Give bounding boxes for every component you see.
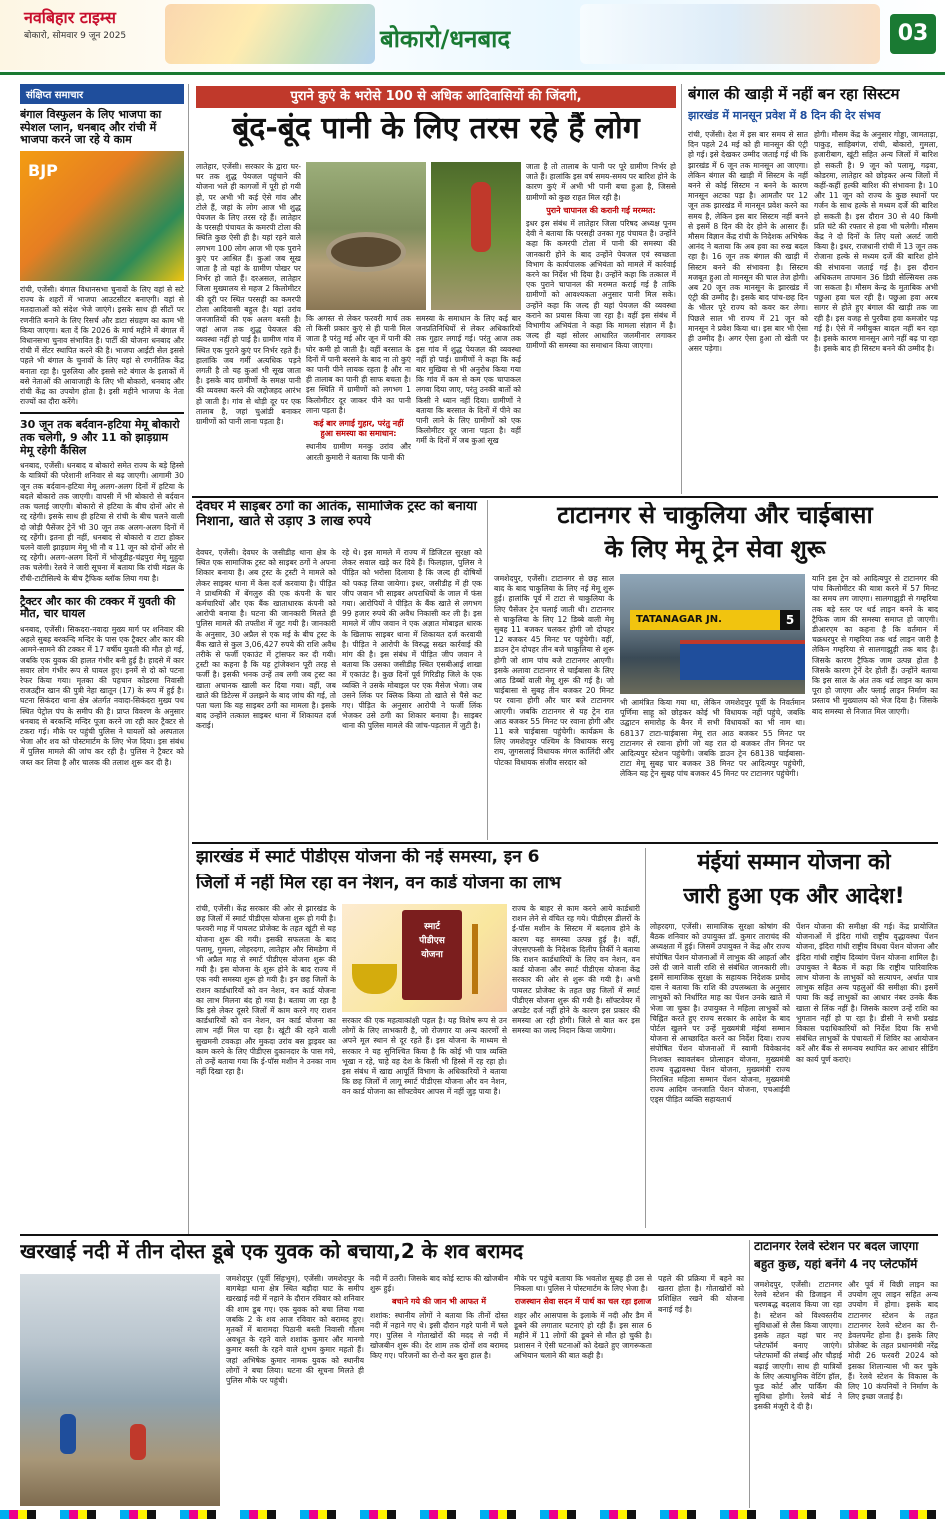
grain-bowl-icon: [352, 964, 397, 994]
masthead-rule: [0, 72, 945, 75]
lead-col-4-text: जाता है तो तालाब के पानी पर पूरे ग्रामीण निर्भर हो जाते हैं। हालांकि इस वर्ष समय-समय पर बारिश होने के कारण कुएं में अभी भी पानी बचा हुआ है, जिससे ग्रामीणों को कुछ राहत मिल रही है।: [526, 162, 676, 202]
cyber-headline: देवघर में साइबर ठगों का आतंक, सामाजिक ट्रस्ट को बनाया निशाना, खाते से उड़ाए 3 लाख रुपये: [196, 500, 477, 529]
memu-col-1-text: जमशेदपुर, एजेंसी। टाटानगर से छह साल बाद के बाद चाकुलिया के लिए नई मेमू शुरू हुई। हालांकि पूर्व में टाटा से चाकुलिया के लिए पैसेंजर ट्रेन चलाई जाती थी। टाटानगर से चाकुलिया के लिए 12 डिब्बे वाली मेमू सुबह 11 बजकर चलकर होगी जो दोपहर 12 बजकर 45 मिनट पर पहुंचेगी। वहीं, डाउन ट्रेन दोपहर तीन बजे चाकुलिया से शुरू होगी जो शाम पांच बजे टाटानगर आएगी।: [494, 574, 614, 665]
bjp-photo: [20, 151, 184, 281]
pds-col-2: सरकार की एक महत्वाकांक्षी पहल है। यह विशेष रूप से उन लोगों के लिए लाभकारी है, जो रोजगार या अन्य कारणों से अपने मूल स्थान से दूर रहते हैं। इस योजना के माध्यम से सरकार ने यह सुनिश्चित किया है कि कोई भी पात्र व्यक्ति भूखा न रहे, चाहे वह देश के किसी भी हिस्से में रह रहा हो। इस संबंध में खाद्य आपूर्ति विभाग के अधिकारियों ने बताया कि छह जिलों में लागू स्मार्ट पीडीएस योजना और वन नेशन, वन कार्ड योजना का सॉफ्टवेयर आपस में नहीं जुड़ पाया है।: [342, 1016, 507, 1097]
lead-subhead-2: पुराने चापानल की करानी गई मरम्मत:: [546, 205, 656, 215]
maiyan-col-1: लोहरदगा, एजेंसी। सामाजिक सुरक्षा कोषांग की बैठक शनिवार को उपायुक्त डॉ. कुमार ताराचंद की अध्यक्षता में हुई। जिसमें उपायुक्त ने केंद्र और राज्य संपोषित पेंशन योजनाओं में लाभुक की आहर्ता और उसे दी जाने वाली राशि से संबंधित जानकारी ली। इसमें सामाजिक सुरक्षा के सहायक निदेशक प्रमोद दास ने बताया कि राशि की उपलब्धता के अनुसार लाभुकों को निर्धारित माह का पेंशन उनके खाते में भेजा जा चुका है। उपायुक्त ने महिला लाभुकों को चिह्नित करते हुए राज्य सरकार के आदेश के बाद पोर्टल खुलने पर उन्हें मुख्यमंत्री मंईयां सम्मान योजना से आच्छादित करने का निर्देश दिया। राज्य संपोषित पेंशन योजनाओं में स्वामी विवेकानंद निःशक्त स्वावलंबन प्रोत्साहन योजना, मुख्यमंत्री राज्य वृद्धावस्था पेंशन योजना, मुख्यमंत्री राज्य निराश्रित महिला सम्मान पेंशन योजना, मुख्यमंत्री राज्य आदिम जनजाति पेंशन योजना, एचआईवी एड्स पीड़ित व्यक्ति सहायतार्थ: [650, 922, 790, 1105]
maiyan-headline-1: मंईयां सम्मान योजना को: [697, 850, 891, 875]
maiyan-headline-2: जारी हुआ एक और आदेश!: [683, 884, 905, 909]
river-col-3b-text: शहर और आसपास के इलाके में नदी और डैम में डूबने की लगातार घटनाएं हो रही हैं। इस साल 6 महीने में 11 लोगों की डूबने से मौत हो चुकी है। प्रशासन ने ऐसी घटनाओं को देखते हुए जागरूकता अभियान चलाने की बात कही है।: [514, 1310, 652, 1361]
dateline: बोकारो, सोमवार 9 जून 2025: [24, 31, 127, 41]
platform-sign: 5: [780, 610, 800, 630]
pds-card-line-2: पीडीएस: [419, 936, 445, 946]
page-number: 03: [890, 14, 936, 54]
brief-column: [20, 84, 184, 1234]
river-headline: खरखाई नदी में तीन दोस्त डूबे एक युवक को बचाया,2 के शव बरामद: [20, 1240, 524, 1263]
brief-body-3: धनबाद, एजेंसी। सिकदरा-नवादा मुख्य मार्ग पर शनिवार की अहले सुबह बरकन्दि मन्दिर के पास एक ट्रैक्टर और कार की आमने-सामने की टक्कर में 17 वर्षीय युवती की मौत हो गई, जबकि एक युवक की हालत गंभीर बनी हुई है। हादसे में कार सवार लोग गंभीर रूप से घायल हुए। इनमें से दो को पटना रेफर किया गया। मृतका की पहचान कोडरमा निवासी राजउद्दीन खान की पुत्री नेहा खातून (17) के रूप में हुई है। घटना सिकंदरा थाना क्षेत्र अंतर्गत नवादा-सिकंदरा मुख्य पथ स्थित पेट्रोल पंप के समीप की है। प्राप्त विवरण के अनुसार धनबाद से बरकन्दि मन्दिर पूजा करने जा रही कार ट्रैक्टर से टकरा गई। मौके पर पहुंची पुलिस ने घायलों को अस्पताल भेजा और शव को पोस्टमार्टम के लिए भेज दिया। इस संबंध में पुलिस मामले की जांच कर रही है। पुलिस ने ट्रैक्टर को जब्त कर लिया है और चालक की तलाश शुरू कर दी है।: [20, 625, 184, 767]
lead-col-1: लातेहार, एजेंसी। सरकार के द्वारा घर-घर तक शुद्ध पेयजल पहुंचाने की योजना भले ही कागजों में पूरी हो गयी हो, पर अभी भी कई ऐसे गांव और टोले हैं, जहां के लोग आज भी शुद्ध पेयजल के लिए तरस रहे हैं। लातेहार के परसही पंचायत के कमरपी टोला की स्थिति कुछ ऐसी ही है। यहां रहने वाले लगभग 100 लोग आज भी एक पुराने कुएं पर आश्रित हैं। कुआं जब सूख जाता है तो यहां के ग्रामीण पोखर पर निर्भर हो जाते हैं। दरअसल, लातेहार जिला मुख्यालय से महज 2 किलोमीटर की दूरी पर स्थित परसही का कमरपी टोला आदिवासी बहुल है। यहां उरांव जनजातियों की एक अलग बस्ती है। जहां आज तक शुद्ध पेयजल की व्यवस्था नहीं हो पाई है। ग्रामीण गांव में स्थित एक पुराने कुएं पर निर्भर रहते हैं। हालांकि जब गर्मी अत्यधिक पड़ने लगती है तो यह कुआं भी सूख जाता है। इसके बाद ग्रामीणों के समक्ष पानी की व्यवस्था करने की जद्दोजहद आरंभ हो जाती है। गांव से थोड़ी दूर पर एक तालाब है, जहां चुआंडी बनाकर ग्रामीणों को पानी लाना पड़ता है।: [196, 162, 301, 427]
bjp-flag-text: BJP: [28, 160, 58, 180]
masthead: [0, 0, 945, 70]
woman-well-photo: [431, 162, 521, 310]
river-col-4: पहले की प्रक्रिया में बहने का खतरा होता है। गोताखोरों को प्रशिक्षित रखने की योजना बनाई गई है।: [658, 1274, 744, 1314]
monsoon-col-2: होगी। मौसम केंद्र के अनुसार गोड्डा, जामताड़ा, पाकुड़, साहिबगंज, रांची, बोकारो, गुमला, हजारीबाग, खूंटी सहित अन्य जिलों में बारिश हो सकती है। 9 जून को पलामू, गढ़वा, कोडरमा, लातेहार को छोड़कर अन्य जिलों में कहीं-कहीं हल्की बारिश की संभावना है। 10 और 11 जून को राज्य के कुछ स्थानों पर गर्जन के साथ हल्के से मध्यम दर्जे की बारिश हो सकती है। इस दौरान 30 से 40 किमी प्रति घंटे की रफ्तार से हवा भी चलेगी। मौसम केंद्र ने दो दिनों के लिए यलो अलर्ट जारी किया है। इधर, राजधानी रांची में 13 जून तक रोजाना हल्के से मध्यम दर्जे की बारिश होने की संभावना जताई गई है। इस दौरान अधिकतम तापमान 36 डिग्री सेल्सियस तक जा सकता है। मौसम केन्द्र के मुताबिक अभी पछुआ हवा चल रही है। पछुआ हवा अरब सागर से होते हुए बंगाल की खाड़ी तक जा रही है। इस वजह से पुरवैया हवा कमजोर पड़ गई है। ऐसे में नमीयुक्त बादल नहीं बन रहा है। इसके कारण मानसून आगे नहीं बढ़ पा रहा है। इसके बाद ही सिस्टम बनने की उम्मीद है।: [814, 130, 938, 354]
wheat-icon: [472, 924, 478, 994]
station-photo: [620, 574, 805, 694]
river-col-2-text: नदी में उतरी। जिसके बाद कोई स्टाफ की खोजबीन शुरू हुई।: [370, 1274, 508, 1294]
lead-headline: बूंद-बूंद पानी के लिए तरस रहे हैं लोग: [232, 112, 640, 146]
brief-headline-1: बंगाल विस्फुलन के लिए भाजपा का स्पेशल प्लान, धनबाद और रांची में भाजपा करने जा रहे ये काम: [20, 108, 162, 147]
river-col-2: [370, 1274, 508, 1506]
section-rule-1: [192, 496, 938, 498]
river-col-3: [514, 1274, 652, 1506]
brief-divider: [188, 84, 189, 1234]
pds-card: [402, 910, 462, 1000]
pds-divider: [645, 848, 646, 1228]
section-rule-2: [192, 842, 938, 844]
pds-card-line-3: योजना: [421, 950, 443, 960]
brief-headline-3: ट्रैक्टर और कार की टक्कर में युवती की मौत, चार घायल: [20, 594, 176, 621]
brand-logo: नवबिहार टाइम्स: [24, 8, 116, 27]
brief-label: संक्षिप्त समाचार: [20, 84, 184, 104]
brief-headline-2: 30 जून तक बर्दवान-हटिया मेमू बोकारो तक चलेगी, 9 और 11 को झाड़ग्राम मेमू रहेगी कैंसिल: [20, 418, 180, 457]
lead-col-2: [306, 314, 411, 484]
monsoon-col-1: रांची, एजेंसी। देश में इस बार समय से सात दिन पहले 24 मई को ही मानसून की एंट्री हो गई। इसे देखकर उम्मीद जताई गई थी कि झारखंड में 6 जून तक मानसून आ जाएगा। लेकिन बंगाल की खाड़ी में सिस्टम के नहीं बनने से कोई सिस्टम न बनने के कारण मानसून अटका पड़ा है। आमतौर पर 12 जून तक झारखंड में मानसून प्रवेश करने का समय है, लेकिन इस बार सिस्टम नहीं बनने से इसमें 8 दिन की देर होने के आसार हैं। मौसम विज्ञान केंद्र रांची के निदेशक अभिषेक आनंद ने बताया कि अब हवा का रुख बदल रहा है। 16 जून तक बंगाल की खाड़ी में सिस्टम बनने की संभावना है। सिस्टम मजबूत हुआ तो मानसून की चाल तेज होगी। अब 20 जून तक मानसून के झारखंड में एंट्री की उम्मीद है। इसके बाद पांच-छह दिन के भीतर पूरे राज्य को कवर कर लेगा। पिछले साल भी राज्य में 21 जून को मानसून ने प्रवेश किया था। इस बार भी ऐसा ही उम्मीद है। अगर ऐसा हुआ तो खेती पर असर पड़ेगा।: [688, 130, 808, 354]
maiyan-col-2: पेंशन योजना की समीक्षा की गई। केंद्र प्रायोजित योजनाओं में इंदिरा गांधी राष्ट्रीय वृद्धावस्था पेंशन योजना, इंदिरा गांधी राष्ट्रीय विधवा पेंशन योजना और इंदिरा गांधी राष्ट्रीय दिव्यांग पेंशन योजना शामिल है। उपायुक्त ने बैठक में कहा कि राष्ट्रीय पारिवारिक लाभ योजना के लाभुकों को सत्यापन, अर्थात पात्र लाभुक सहित अन्य पहलुओं की समीक्षा की। इसमें पाया कि कई लाभुकों का आधार नंबर उनके बैंक खाता से लिंक नहीं है। जिसके कारण उन्हें राशि का भुगतान नहीं हो पा रहा है। डीसी ने सभी प्रखंड विकास पदाधिकारियों को निर्देश दिया कि सभी संबंधित लाभुकों के पंचायतों में शिविर का आयोजन करें और बैंक से समन्वय स्थापित कर आधार सीडिंग का कार्य पूर्ण कराएं।: [796, 922, 938, 1064]
lead-col-4: [526, 162, 676, 484]
pds-card-image: [342, 904, 507, 1012]
cyber-col-2: रहे थे। इस मामले में राज्य में डिजिटल सुरक्षा को लेकर सवाल खड़े कर दिये हैं। फिलहाल, पुलिस ने पीड़ित को भरोसा दिलाया है कि जल्द ही दोषियों को पकड़ लिया जायेगा। इधर, जसीडीह में ही एक जीप जवान भी साइबर अपराधियों के जाल में फंस गया। आरोपियों ने पीड़ित के बैंक खाते से लगभग 99 हजार रुपये की अवैध निकासी कर ली है। इस मामले में जीप जवान ने एक अज्ञात मोबाइल धारक के खिलाफ साइबर थाना में शिकायत दर्ज करवायी है। पीड़ित ने आरोपी के विरुद्ध सख्त कार्रवाई की मांग की है। इस संबंध में पीड़ित जीप जवान ने बताया कि उसका जसीडीह स्थित एसबीआई शाखा में एकाउंट है। कुछ दिनों पूर्व गिरिडीह जिले के एक व्यक्ति ने उसके मोबाइल पर एक मैसेज भेजा। जब उसने लिंक पर क्लिक किया तो खाते से पैसे कट गए। पीड़ित के अनुसार आरोपी ने फर्जी लिंक भेजकर उसे ठगी का शिकार बनाया है। साइबर थाना की पुलिस मामले की जांच-पड़ताल में जुटी है।: [342, 548, 482, 731]
river-photo: [20, 1274, 220, 1506]
well-photo: [306, 162, 426, 310]
rail-headline-2: बहुत कुछ, यहां बनेंगे 4 नए प्लेटफॉर्म: [754, 1258, 918, 1271]
river-col-3-text: मौके पर पहुंचे बताया कि भवतोश सुबह ही उस से निकला था। पुलिस ने पोस्टमार्टम के लिए भेजा है।: [514, 1274, 652, 1294]
pds-headline-1: झारखंड में स्मार्ट पीडीएस योजना की नई समस्या, इन 6: [196, 848, 540, 867]
section-title: बोकारो/धनबाद: [380, 25, 511, 53]
river-col-2b-text: शशांक: स्थानीय लोगों ने बताया कि तीनों दोस्त नदी में नहाने गए थे। इसी दौरान गहरे पानी में चले गए। पुलिस ने गोताखोरों की मदद से नदी में खोजबीन शुरू की। देर शाम तक दोनों शव बरामद किए गए। परिजनों का रो-रो कर बुरा हाल है।: [370, 1310, 508, 1361]
lead-col-3: समस्या के समाधान के लिए कई बार जनप्रतिनिधियों से लेकर अधिकारियों तक गुहार लगाई गई। परंतु आज तक इस गांव में शुद्ध पेयजल की व्यवस्था नहीं हो पाई। ग्रामीणों ने कहा कि कई बार मुखिया से भी अनुरोध किया गया कि गांव में कम से कम एक चापाकल लगवा दिया जाए, परंतु उनकी बातों को किसी ने ध्यान नहीं दिया। ग्रामीणों ने बताया कि बरसात के दिनों में पीने का पानी लाने के लिए ग्रामीणों को एक किलोमीटर दूर जाना पड़ता है। वहीं गर्मी के दिनों में जब कुआं सूख: [416, 314, 521, 446]
memu-headline-2: के लिए मेमू ट्रेन सेवा शुरू: [604, 536, 826, 563]
lead-divider: [681, 84, 682, 494]
lead-subhead-1: कई बार लगाई गुहार, परंतु नहीं हुआ समस्या का समाधान:: [313, 419, 404, 439]
station-sign: TATANAGAR JN.: [630, 610, 780, 630]
monsoon-headline: बंगाल की खाड़ी में नहीं बन रहा सिस्टम: [688, 86, 900, 103]
lead-col-4b-text: इधर इस संबंध में लातेहार जिला परिषद अध्यक्ष पूनम देवी ने बताया कि परसही उनका गृह पंचायत है। उन्होंने कहा कि कमरपी टोला में पानी की समस्या की जानकारी होने के बाद उन्होंने पेयजल एवं स्वच्छता विभाग के कार्यपालक अभियंता को मामले में कार्रवाई करने का निर्देश भी दिया है। उन्होंने कहा कि तत्काल में एक पुराने चापानल की मरम्मत कराई गई है ताकि ग्रामीणों को आवश्यकता अनुसार पानी मिल सके। उन्होंने कहा कि जल्द ही यहां पेयजल की व्यवस्था कराने का प्रयास किया जा रहा है। वहीं इस संबंध में विभागीय अभियंता ने कहा कि मामला संज्ञान में है। जल्द ही यहां सोलर आधारित जलमीनार लगाकर ग्रामीणों की समस्या का समाधान किया जाएगा।: [526, 219, 676, 351]
river-divider: [749, 1240, 750, 1508]
lead-kicker: पुराने कुएं के भरोसे 100 से अधिक आदिवासियों की जिंदगी,: [196, 86, 676, 108]
pds-card-line-1: स्मार्ट: [424, 922, 440, 932]
pds-col-1: रांची, एजेंसी। केंद्र सरकार की ओर से झारखंड के छह जिलों में स्मार्ट पीडीएस योजना शुरू हो गयी है। फरवरी माह में पायलट प्रोजेक्ट के तहत खूंटी से यह योजना शुरू की गयी। इसकी सफलता के बाद पलामू, गुमला, लोहरदगा, लातेहार और सिमडेगा में भी अप्रैल माह से स्मार्ट पीडीएस योजना शुरू की गयी है। इस योजना के शुरू होने के बाद राज्य में एक नयी समस्या शुरू हो गयी है। इन छह जिलों के राशन कार्डधारियों को वन नेशन, वन कार्ड योजना का लाभ मिलना बंद हो गया है। बताया जा रहा है कि इसे लेकर दूसरे जिलों में काम करने गए राशन कार्डधारियों को वन नेशन, वन कार्ड योजना का लाभ नहीं मिल पा रहा है। खूंटी की रहने वाली सुखमनी टवकड़ा और मुकदा उरांव बस ड्राइवर का काम करने के लिए पीडीएस दुकानदार के पास गये, तो उन्हें बताया गया कि ई-पॉस मशीन ने उनका नाम नहीं दिखा रहा है।: [196, 904, 336, 1077]
pds-col-3: राज्य के बाहर से काम करने आये कार्डधारी राशन लेने से वंचित रह गये। पीडीएस डीलरों के ई-पॉस मशीन के सिस्टम में बदलाव होने के कारण यह समस्या उत्पन्न हुई है। वहीं, जेएसएफसी के निदेशक दिलीप तिर्की ने बताया कि राशन कार्डधारियों के लिए वन नेशन, वन कार्ड योजना और स्मार्ट पीडीएस योजना केंद्र सरकार की ओर से शुरू की गयी है। अभी पायलट प्रोजेक्ट के तहत छह जिलों में स्मार्ट पीडीएस योजना शुरू की गयी है। सॉफ्टवेयर में अपडेट दर्ज नहीं होने के कारण इस प्रकार की समस्या आ रही होगी। जिले से बात कर इस समस्या का जल्द निदान किया जायेगा।: [512, 904, 640, 1036]
brief-body-1: रांची, एजेंसी। बंगाल विधानसभा चुनावों के लिए वहां से सटे राज्य के शहरों में भाजपा आउटसीटर बनाएगी। वहां से मतदाताओं को संदेश भेजे जाएंगे। इसके साथ ही सीटों पर रणनीति बनाने के लिए रिसर्च और डाटा संग्रहण का काम भी किया जाएगा। बता दें कि 2026 के मार्च महीने में बंगाल में विधानसभा चुनाव संभावित है। पार्टी की योजना धनबाद और रांची में सेंटर स्थापित करने की है। भाजपा आईटी सेल इससे पहले भी बंगाल के चुनावों के लिए यहां से रणनीतिक केंद्र बनाता रहा है। पुरुलिया और इससे सटे बंगाल के इलाकों में बसे नेताओं की आवाजाही के लिए भी बोकारो, धनबाद और रांची केंद्र का उपयोग होता है। इसी महीने भाजपा के नेता राज्यों का दौरा करेंगे।: [20, 284, 184, 407]
memu-col-3: यानि इस ट्रेन को आदित्यपुर से टाटानगर की पांच किलोमीटर की यात्रा करने में 57 मिनट का समय लग जाएगा। सालगाझुड़ी से गम्हरिया तक बड़े स्तर पर थर्ड लाइन बनने के बाद ट्रैफिक जाम की समस्या समाप्त हो जाएगी। डीआरएम का कहना है कि वर्तमान में चक्रधरपुर से गम्हरिया तक थर्ड लाइन जारी है लेकिन गम्हरिया से सालगाझुड़ी तक बाद है। जिसके कारण ट्रैफिक जाम उत्पन्न होता है जिसके कारण ट्रेनें देर होती हैं। उन्होंने बताया कि इस साल के अंत तक थर्ड लाइन का काम पूरा हो जाएगा और फ्लाई लाइन निर्माण का प्रस्ताव भी मुख्यालय को भेज दिया है। जिसके बाद समस्या से निजात मिल जाएगी।: [812, 574, 938, 716]
section-rule-3: [20, 1234, 938, 1236]
memu-headline-1: टाटानगर से चाकुलिया और चाईबासा: [557, 502, 873, 529]
rail-col-1: जमशेदपुर, एजेंसी। टाटानगर रेलवे स्टेशन की डिजाइन में चरणबद्ध बदलाव किया जा रहा है। स्टेशन को विश्वस्तरीय सुविधाओं से लैस किया जाएगा। इसके तहत यहां चार नए प्लेटफॉर्म बनाए जाएंगे। प्लेटफार्मों की लंबाई और चौड़ाई बढ़ाई जाएगी। साथ ही यात्रियों के लिए अत्याधुनिक वेटिंग हॉल, फूड कोर्ट और पार्किंग की सुविधा होगी। रेलवे बोर्ड ने इसकी मंजूरी दे दी है।: [754, 1280, 842, 1412]
rail-headline-1: टाटानगर रेलवे स्टेशन पर बदल जाएगा: [754, 1240, 919, 1253]
memu-col-1b-text: इसके अलावा टाटानगर से चाईबासा के लिए आठ डिब्बों वाली मेमू शुरू की गई है। जो चाईबासा से सुबह तीन बजकर 20 मिनट पर रवाना होगी और चार बजे टाटानगर आएगी। जबकि टाटानगर से यह ट्रेन रात आठ बजकर 55 मिनट पर रवाना होगी और 11 बजे चाईबासा पहुंचेगी। कार्यक्रम के लिए जमशेदपुर पश्चिम के विधायक सरयू राय, जुगसलाई विधायक मंगल कालिंदी और पोटका विधायक संजीव सरदार को: [494, 665, 614, 767]
color-registration-strip: [0, 1510, 945, 1519]
lead-col-2b-text: स्थानीय ग्रामीण मनकु उरांव और आरती कुमारी ने बताया कि पानी की: [306, 442, 411, 462]
memu-col-1: [494, 574, 614, 836]
cyber-divider: [487, 500, 488, 840]
masthead-art: [165, 4, 375, 64]
monsoon-subhead: झारखंड में मानसून प्रवेश में 8 दिन की देर संभव: [688, 109, 881, 122]
river-subhead-1: बचाने गये की जान भी आफत में: [391, 1297, 487, 1307]
masthead-art-right: [580, 4, 880, 64]
river-subhead-2: राजस्थान सेवा सदन में पार्थ का चल रहा इलाज: [514, 1297, 652, 1307]
river-col-1: जमशेदपुर (पूर्वी सिंहभूम), एजेंसी। जमशेदपुर के बागबेड़ा थाना क्षेत्र स्थित बड़ौदा घाट के समीप खरखाई नदी में नहाने के दौरान रविवार को शनिवार की शाम डूब गए। एक युवक को बचा लिया गया जबकि 2 के शव आज रविवार को बरामद हुए। मृतकों में बारामदा पिठानी बस्ती निवासी गौतम अवधूत के रहने वाले शशांक कुमार और मानगो कुमार बस्ती के रहने वाले शुभम कुमार महतो हैं। जहां अभिषेक कुमार नामक युवक को स्थानीय लोगों ने बचा लिया। घटना की सूचना मिलते ही पुलिस मौके पर पहुंची।: [226, 1274, 364, 1386]
brief-body-2: धनबाद, एजेंसी। धनबाद व बोकारो समेत राज्य के बड़े हिस्से के यात्रियों की परेशानी शनिवार से बढ़ जाएगी। आगामी 30 जून तक बर्दवान-हटिया मेमू अलग-अलग दिनों में हटिया के बदले बोकारो तक जाएगी। वापसी में भी बोकारो से बर्दवान तक चलाई जाएगी। बोकारो से हटिया के बीच दोनों ओर से रद्द रहेगी। इसके साथ ही हटिया से रांची के बीच चलने वाली दो जोड़ी पैसेंजर ट्रेनें भी 30 जून तक अलग-अलग दिनों में रद्द रहेंगी। इतना ही नहीं, धनबाद से बोकारो व टाटा होकर चलने वाली झाड़ग्राम मेमू भी नौ व 11 जून को दोनों ओर से रद्द रहेगी। अलग-अलग दिनों में भोजूडीह-चंद्रपुरा मेमू मुहुदा तक चलेगी। रेलवे ने जारी सूचना में बताया कि रांची मंडल के राँची-टाटीसिल्वे के बीच ट्रैफिक ब्लॉक लिया गया है।: [20, 461, 184, 583]
cyber-col-1: देवघर, एजेंसी। देवघर के जसीडीह थाना क्षेत्र के स्थित एक सामाजिक ट्रस्ट को साइबर ठगों ने अपना शिकार बनाया है। अब ट्रस्ट के ट्रस्टी ने मामले को लेकर साइबर थाना में केस दर्ज करवाया है। पीड़ित ने प्राथमिकी में बेंगलुरु की एक कंपनी के चार कर्मचारियों और एक बैंक खाताधारक कंपनी को आरोपी बनाया है। घटना की जानकारी मिलते ही पुलिस मामले की तफ्तीश में जुट गयी है। जानकारी के अनुसार, 30 अप्रैल से एक मई के बीच ट्रस्ट के बैंक खाते से कुल 3,06,427 रुपये की राशि अवैध तरीके से फर्जी एकाउंट में ट्रांसफर कर दी गयी। ट्रस्टी का कहना है कि यह ट्रांजेक्शन पूरी तरह से फर्जी है। इसकी भनक उन्हें तब लगी जब ट्रस्ट का खाता अचानक खाली कर दिया गया। वहीं, जब खाते की डिटेल्स में उलझने के बाद जांच की गई, तो पता चला कि यह साइबर ठगी का मामला है। इसके बाद उन्होंने तत्काल साइबर थाना में शिकायत दर्ज कराई।: [196, 548, 336, 731]
memu-col-2: भी आमंत्रित किया गया था, लेकिन जमशेदपुर पूर्वी के निवर्तमान पूर्णिमा साहू को छोड़कर कोई भी विधायक नहीं पहुंचे, जबकि उद्घाटन समारोह के बैनर में सभी विधायकों का भी नाम था। 68137 टाटा-चाईबासा मेमू रात आठ बजकर 55 मिनट पर टाटानगर से रवाना होगी जो यह रात दो बजकर तीन मिनट पर आदित्यपुर स्टेशन पहुंचेगी। जबकि डाउन ट्रेन 68138 चाईबासा-टाटा मेमू सुबह चार बजकर 38 मिनट पर आदित्यपुर पहुंचेगी, लेकिन यह ट्रेन सुबह पांच बजकर 45 मिनट पर टाटानगर पहुंचेगी।: [620, 698, 805, 779]
rail-col-2: और पूर्व में विछी लाइन का उपयोग लूप लाइन सहित अन्य उपयोग में होगा। इसके बाद टाटानगर स्टेशन के तहत टाटानगर रेलवे स्टेशन का री-डेवलपमेंट होना है। इसके लिए प्रोजेक्ट के तहत प्रधानमंत्री नरेंद्र मोदी 26 फरवरी 2024 को इसका शिलान्यास भी कर चुके हैं। रेलवे स्टेशन के विकास के लिए 10 कंपनियों ने निर्माण के लिए इच्छा जताई है।: [848, 1280, 938, 1402]
pds-headline-2: जिलों में नहीं मिल रहा वन नेशन, वन कार्ड योजना का लाभ: [196, 874, 561, 893]
lead-col-2-text: कि अगस्त से लेकर फरवरी मार्च तक तो किसी प्रकार कुएं से ही पानी मिल जाता है परंतु मई और जून में पानी की घोर कमी हो जाती है। वहीं बरसात के दिनों में पानी बरसने के बाद ना तो कुएं का पानी पीने लायक रहता है और ना ही तालाब का पानी ही साफ बचता है। इस स्थिति में ग्रामीणों को लगभग 1 किलोमीटर दूर जाकर पीने का पानी लाना पड़ता है।: [306, 314, 411, 415]
